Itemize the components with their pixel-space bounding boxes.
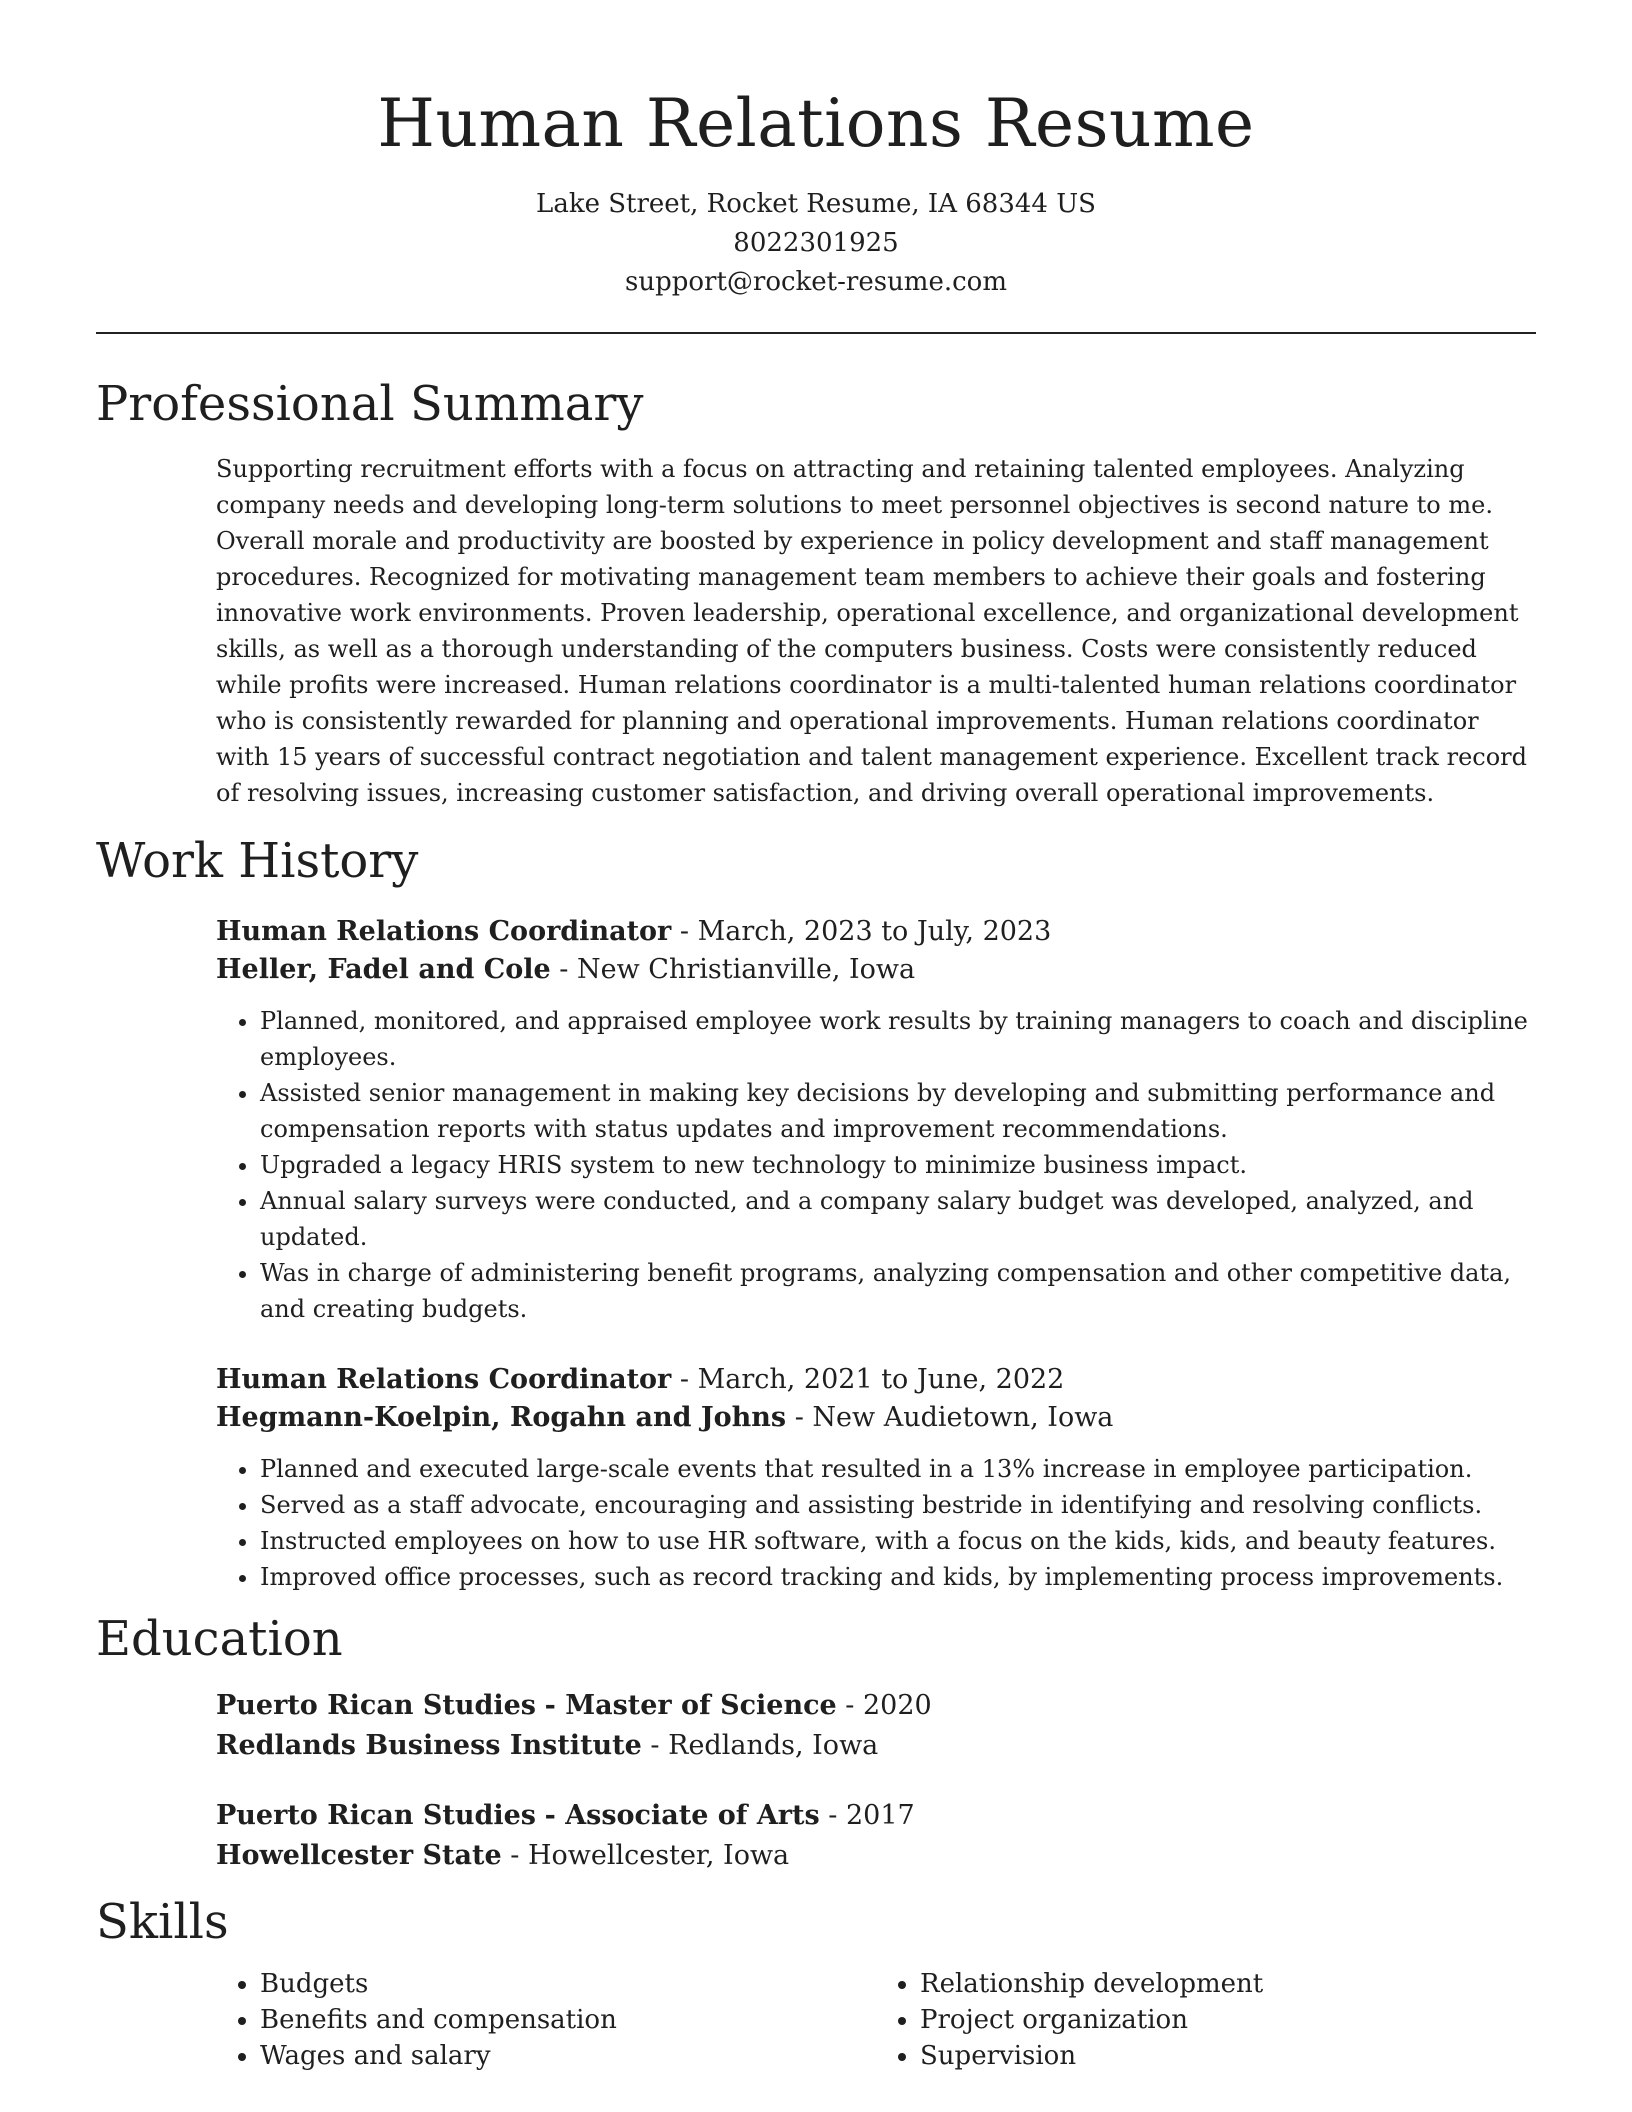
- education-degree: - Master of Science: [544, 1690, 837, 1722]
- resume-header: [0, 0, 1632, 302]
- list-item: • Upgraded a legacy HRIS system to new technology to minimize business impact.: [260, 1147, 1536, 1183]
- skills-column-left: [216, 1966, 876, 2074]
- list-item: • Planned, monitored, and appraised employee work results by training managers to coach and discipline employees.: [260, 1003, 1536, 1075]
- education-degree: - Associate of Arts: [544, 1800, 820, 1832]
- list-item: • Was in charge of administering benefit programs, analyzing compensation and other competitive data, and creating budgets.: [260, 1255, 1536, 1327]
- job-company-line: [216, 951, 1536, 989]
- education-school: Redlands Business Institute: [216, 1730, 642, 1762]
- education-degree-line: [216, 1686, 1536, 1726]
- education-heading: Education: [96, 1610, 343, 1667]
- skill-item: • Supervision: [920, 2038, 1536, 2074]
- job-title-line: [216, 913, 1536, 951]
- summary-section: [96, 376, 1536, 812]
- resume-title: Human Relations Resume: [377, 85, 1255, 162]
- education-year: - 2020: [845, 1690, 932, 1722]
- list-item: • Improved office processes, such as record tracking and kids, by implementing process improvements.: [260, 1559, 1536, 1595]
- list-item: • Planned and executed large-scale events that resulted in a 13% increase in employee participation.: [260, 1451, 1536, 1487]
- job-company-line: [216, 1399, 1536, 1437]
- education-section: [96, 1611, 1536, 1877]
- skills-column-right: [876, 1966, 1536, 2074]
- summary-text: Supporting recruitment efforts with a focus on attracting and retaining talented employees. Analyzing company needs and developing long-term solutions to meet personnel objectives is second nature to me. Overall morale and productivity are boosted by experience in policy development and staff management procedures. Recognized for motivating management team members to achieve their goals and fostering innovative work environments. Proven leadership, operational excellence, and organizational development skills, as well as a thorough understanding of the computers business. Costs were consistently reduced while profits were increased. Human relations coordinator is a multi-talented human relations coordinator who is consistently rewarded for planning and operational improvements. Human relations coordinator with 15 years of successful contract negotiation and talent management experience. Excellent track record of resolving issues, increasing customer satisfaction, and driving overall operational improvements.: [216, 455, 1527, 808]
- education-school: Howellcester State: [216, 1840, 502, 1872]
- job-company: Heller, Fadel and Cole: [216, 953, 551, 985]
- contact-email: support@rocket-resume.com: [624, 266, 1007, 297]
- skill-item: • Relationship development: [920, 1966, 1536, 2002]
- work-heading: Work History: [96, 833, 419, 890]
- job-entry: [216, 913, 1536, 1327]
- job-bullets: [216, 1003, 1536, 1327]
- summary-heading: Professional Summary: [96, 375, 644, 432]
- skill-item: • Wages and salary: [260, 2038, 876, 2074]
- list-item: • Assisted senior management in making key decisions by developing and submitting performance and compensation reports with status updates and improvement recommendations.: [260, 1075, 1536, 1147]
- skill-item: • Benefits and compensation: [260, 2002, 876, 2038]
- contact-address: Lake Street, Rocket Resume, IA 68344 US: [536, 188, 1096, 219]
- job-bullets: [216, 1451, 1536, 1595]
- skills-section: [96, 1894, 1536, 2074]
- skills-grid: [216, 1966, 1536, 2074]
- skills-heading: Skills: [96, 1894, 229, 1951]
- job-role: Human Relations Coordinator: [216, 1363, 672, 1395]
- education-degree-line: [216, 1796, 1536, 1836]
- job-title-line: [216, 1361, 1536, 1399]
- list-item: • Served as a staff advocate, encouraging and assisting bestride in identifying and resolving conflicts.: [260, 1487, 1536, 1523]
- header-divider: [96, 332, 1536, 334]
- job-entry: [216, 1361, 1536, 1595]
- education-entry: [216, 1796, 1536, 1876]
- education-entry: [216, 1686, 1536, 1766]
- skill-item: • Budgets: [260, 1966, 876, 2002]
- list-item: • Instructed employees on how to use HR software, with a focus on the kids, kids, and beauty features.: [260, 1523, 1536, 1559]
- contact-phone: 8022301925: [733, 227, 899, 258]
- contact-block: [0, 185, 1632, 302]
- job-company: Hegmann-Koelpin, Rogahn and Johns: [216, 1401, 787, 1433]
- work-section: [96, 833, 1536, 1595]
- education-school-line: [216, 1726, 1536, 1766]
- education-field: Puerto Rican Studies: [216, 1800, 536, 1832]
- job-dates: - March, 2023 to July, 2023: [679, 915, 1052, 947]
- education-field: Puerto Rican Studies: [216, 1690, 536, 1722]
- job-role: Human Relations Coordinator: [216, 915, 672, 947]
- education-location: - Redlands, Iowa: [650, 1730, 879, 1762]
- job-location: - New Christianville, Iowa: [559, 953, 916, 985]
- education-location: - Howellcester, Iowa: [510, 1840, 790, 1872]
- skill-item: • Project organization: [920, 2002, 1536, 2038]
- education-school-line: [216, 1836, 1536, 1876]
- education-year: - 2017: [828, 1800, 915, 1832]
- list-item: • Annual salary surveys were conducted, and a company salary budget was developed, analyzed, and updated.: [260, 1183, 1536, 1255]
- job-location: - New Audietown, Iowa: [794, 1401, 1114, 1433]
- job-dates: - March, 2021 to June, 2022: [679, 1363, 1065, 1395]
